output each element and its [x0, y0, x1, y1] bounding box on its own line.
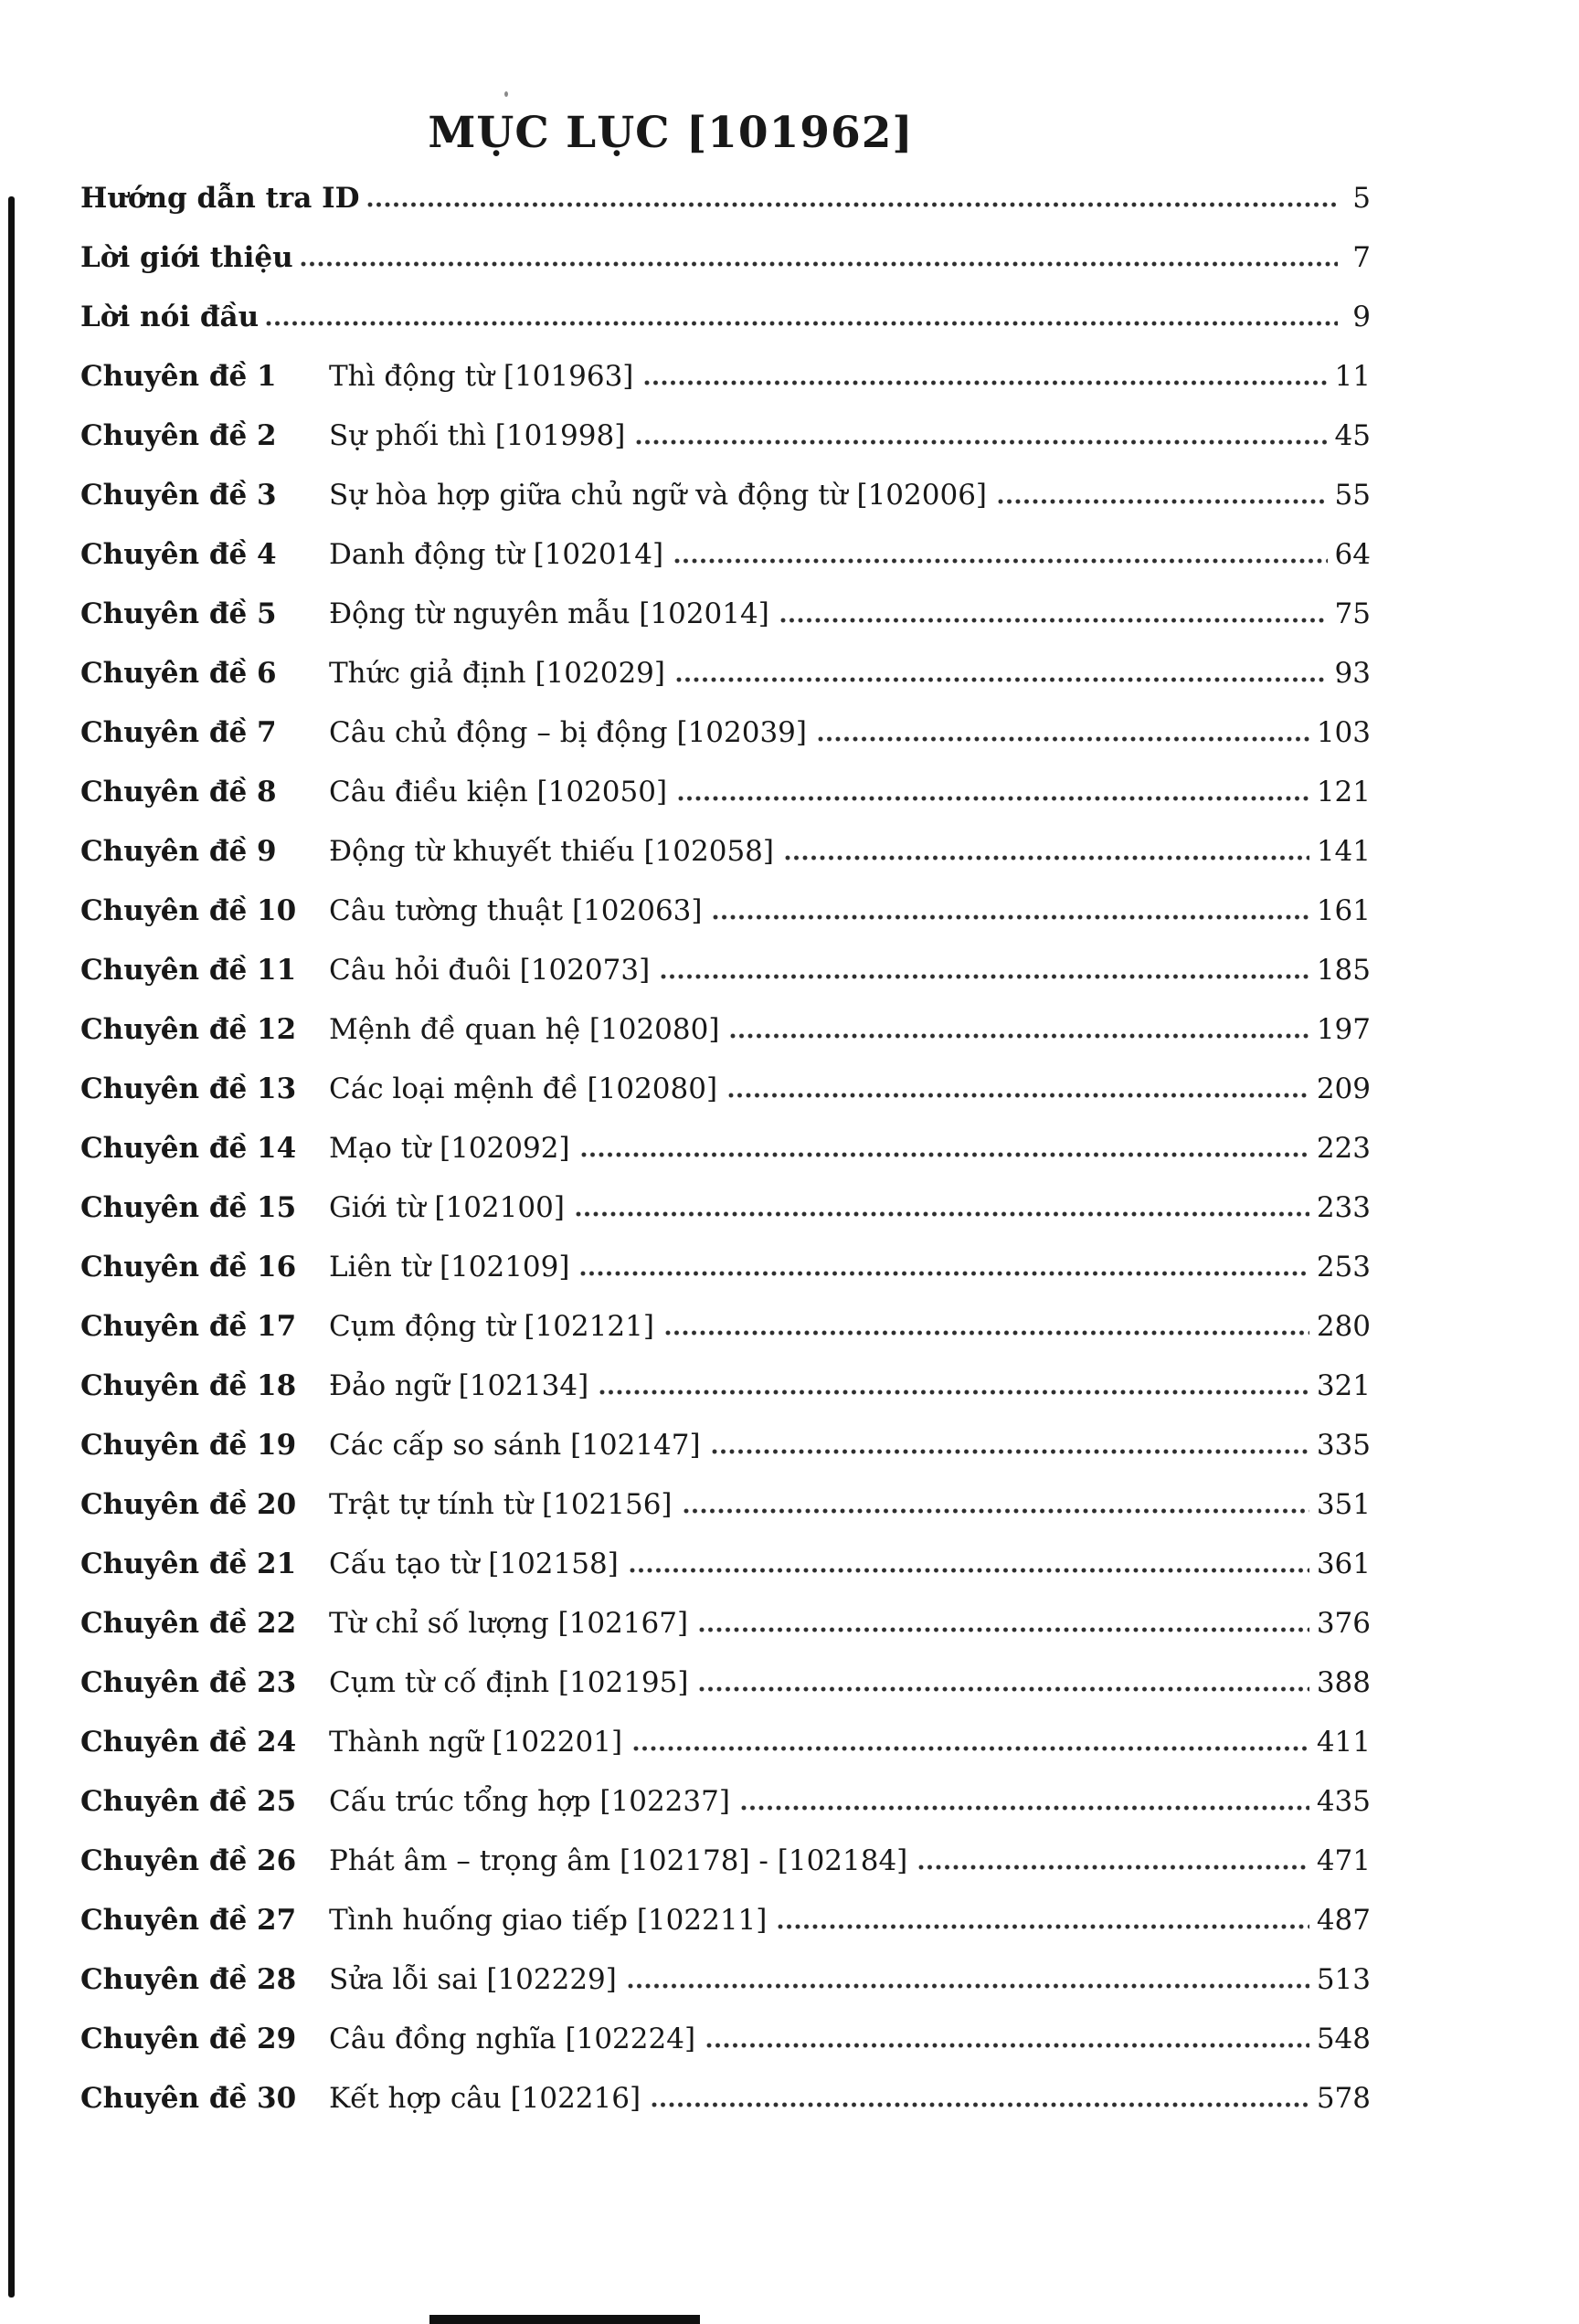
- toc-entry-label: Chuyên đề 20: [80, 1488, 297, 1521]
- toc-entry: [80, 716, 1371, 776]
- toc-entry-label: Chuyên đề 15: [80, 1191, 297, 1224]
- toc-entry-page: 335: [1316, 1429, 1371, 1462]
- toc-entry: [80, 419, 1371, 479]
- dot-leader: [661, 974, 1309, 979]
- toc-entry-page: 471: [1316, 1844, 1371, 1877]
- toc-entry-title: Cụm động từ [102121]: [329, 1310, 654, 1343]
- toc-entry-label: Chuyên đề 21: [80, 1548, 297, 1580]
- toc-entry-title: Mạo từ [102092]: [329, 1132, 570, 1165]
- dot-leader: [678, 796, 1309, 801]
- toc-entry-title: Sửa lỗi sai [102229]: [329, 1963, 617, 1996]
- toc-entry: [80, 1251, 1371, 1310]
- scan-artifact-bottom-edge: [429, 2315, 700, 2324]
- toc-entry-title: Liên từ [102109]: [329, 1251, 570, 1283]
- dot-leader: [580, 1271, 1309, 1276]
- toc-entry-title: Câu đồng nghĩa [102224]: [329, 2023, 696, 2055]
- dot-leader: [728, 1093, 1309, 1098]
- toc-entry: [80, 894, 1371, 954]
- toc-entry-label: Chuyên đề 3: [80, 479, 277, 512]
- dot-leader: [699, 1627, 1309, 1632]
- toc-entry-label: Chuyên đề 30: [80, 2082, 297, 2115]
- toc-entry: [80, 1785, 1371, 1844]
- scan-artifact-left-edge: [8, 196, 15, 2298]
- toc-entry: [80, 2082, 1371, 2141]
- dot-leader: [713, 914, 1309, 920]
- toc-entry: [80, 835, 1371, 894]
- toc-entry-page: 376: [1316, 1607, 1371, 1640]
- toc-entry: [80, 1963, 1371, 2023]
- toc-entry: [80, 1013, 1371, 1072]
- toc-entry-label: Chuyên đề 6: [80, 657, 277, 690]
- toc-entry: [80, 954, 1371, 1013]
- toc-entry: [80, 1369, 1371, 1429]
- toc-entry: [80, 1844, 1371, 1904]
- toc-entry-page: 223: [1316, 1132, 1371, 1165]
- toc-entry-label: Chuyên đề 1: [80, 360, 277, 393]
- toc-entry-title: Câu hỏi đuôi [102073]: [329, 954, 651, 987]
- toc-entry-title: Cấu tạo từ [102158]: [329, 1548, 619, 1580]
- toc-entry-label: Chuyên đề 24: [80, 1726, 297, 1759]
- toc-entry-title: Danh động từ [102014]: [329, 538, 664, 571]
- toc-entry: [80, 1132, 1371, 1191]
- toc-entry-title: Phát âm – trọng âm [102178] - [102184]: [329, 1844, 908, 1877]
- dot-leader: [712, 1449, 1309, 1454]
- toc-entry-label: Chuyên đề 12: [80, 1013, 297, 1046]
- toc-entry-label: Chuyên đề 8: [80, 776, 277, 808]
- toc-entry: [80, 1548, 1371, 1607]
- dot-leader: [581, 1152, 1309, 1157]
- toc-entry-label: Chuyên đề 17: [80, 1310, 297, 1343]
- toc-entry-label: Chuyên đề 4: [80, 538, 277, 571]
- toc-entry-page: 45: [1334, 419, 1371, 452]
- toc-entry: [80, 597, 1371, 657]
- toc-entry-page: 161: [1316, 894, 1371, 927]
- dot-leader: [665, 1330, 1309, 1336]
- toc-entry-label: Chuyên đề 23: [80, 1666, 297, 1699]
- toc-entry-title: Mệnh đề quan hệ [102080]: [329, 1013, 720, 1046]
- toc-entry-page: 280: [1316, 1310, 1371, 1343]
- toc-entry-label: Chuyên đề 10: [80, 894, 297, 927]
- toc-entry-page: 55: [1334, 479, 1371, 512]
- toc-entry-label: Chuyên đề 11: [80, 954, 297, 987]
- dot-leader: [818, 736, 1309, 742]
- toc-entry-page: 233: [1316, 1191, 1371, 1224]
- toc-entry-label: Chuyên đề 29: [80, 2023, 297, 2055]
- toc-entry-page: 351: [1316, 1488, 1371, 1521]
- toc-entry-label: Lời nói đầu: [80, 301, 260, 333]
- toc-entry-page: 487: [1316, 1904, 1371, 1937]
- toc-entry-title: Thức giả định [102029]: [329, 657, 665, 690]
- toc-entry: [80, 538, 1371, 597]
- toc-entry-page: 548: [1316, 2023, 1371, 2055]
- toc-entry-label: Chuyên đề 27: [80, 1904, 297, 1937]
- scan-artifact-speck: [504, 91, 508, 97]
- toc-list: [80, 182, 1371, 2141]
- toc-entry-page: 141: [1316, 835, 1371, 868]
- dot-leader: [998, 499, 1328, 504]
- dot-leader: [301, 261, 1338, 267]
- toc-entry-title: Động từ khuyết thiếu [102058]: [329, 835, 774, 868]
- toc-entry-page: 435: [1316, 1785, 1371, 1818]
- dot-leader: [652, 2102, 1309, 2107]
- toc-entry-label: Chuyên đề 7: [80, 716, 277, 749]
- toc-entry: [80, 1072, 1371, 1132]
- toc-entry: [80, 1607, 1371, 1666]
- toc-entry-title: Các loại mệnh đề [102080]: [329, 1072, 718, 1105]
- toc-entry-label: Chuyên đề 28: [80, 1963, 297, 1996]
- dot-leader: [684, 1508, 1309, 1514]
- toc-entry-page: 411: [1316, 1726, 1371, 1759]
- toc-entry-page: 197: [1316, 1013, 1371, 1046]
- dot-leader: [644, 380, 1327, 386]
- toc-entry: [80, 241, 1371, 301]
- toc-entry-title: Kết hợp câu [102216]: [329, 2082, 641, 2115]
- toc-entry-title: Thành ngữ [102201]: [329, 1726, 623, 1759]
- toc-entry-title: Thì động từ [101963]: [329, 360, 634, 393]
- toc-entry-label: Chuyên đề 19: [80, 1429, 297, 1462]
- toc-entry: [80, 657, 1371, 716]
- toc-entry-page: 75: [1334, 597, 1371, 630]
- toc-entry-page: 9: [1352, 301, 1371, 333]
- toc-entry-title: Sự phối thì [101998]: [329, 419, 626, 452]
- toc-entry-title: Cụm từ cố định [102195]: [329, 1666, 689, 1699]
- toc-entry: [80, 1488, 1371, 1548]
- dot-leader: [630, 1568, 1309, 1573]
- toc-entry: [80, 479, 1371, 538]
- dot-leader: [741, 1805, 1309, 1811]
- dot-leader: [367, 202, 1338, 207]
- toc-entry-page: 209: [1316, 1072, 1371, 1105]
- dot-leader: [730, 1033, 1309, 1039]
- dot-leader: [676, 677, 1328, 682]
- toc-entry-page: 11: [1334, 360, 1371, 393]
- toc-entry-label: Chuyên đề 14: [80, 1132, 297, 1165]
- dot-leader: [266, 321, 1338, 326]
- toc-entry-title: Giới từ [102100]: [329, 1191, 565, 1224]
- toc-entry-label: Lời giới thiệu: [80, 241, 293, 274]
- toc-entry-page: 5: [1352, 182, 1371, 215]
- toc-entry: [80, 1726, 1371, 1785]
- toc-entry-page: 578: [1316, 2082, 1371, 2115]
- toc-entry-page: 388: [1316, 1666, 1371, 1699]
- toc-entry-page: 7: [1352, 241, 1371, 274]
- dot-leader: [918, 1864, 1309, 1870]
- page-title: MỤC LỤC [101962]: [428, 108, 914, 158]
- toc-entry: [80, 2023, 1371, 2082]
- toc-entry-label: Chuyên đề 26: [80, 1844, 297, 1877]
- toc-entry-page: 253: [1316, 1251, 1371, 1283]
- dot-leader: [706, 2043, 1309, 2048]
- toc-entry-title: Trật tự tính từ [102156]: [329, 1488, 673, 1521]
- toc-entry-title: Câu điều kiện [102050]: [329, 776, 668, 808]
- toc-entry: [80, 1310, 1371, 1369]
- toc-entry-label: Chuyên đề 2: [80, 419, 277, 452]
- toc-entry: [80, 1904, 1371, 1963]
- dot-leader: [674, 558, 1327, 564]
- toc-entry-page: 361: [1316, 1548, 1371, 1580]
- toc-entry-label: Chuyên đề 25: [80, 1785, 297, 1818]
- toc-entry-title: Từ chỉ số lượng [102167]: [329, 1607, 689, 1640]
- toc-entry: [80, 301, 1371, 360]
- toc-entry: [80, 1429, 1371, 1488]
- toc-entry-label: Chuyên đề 9: [80, 835, 277, 868]
- dot-leader: [599, 1389, 1309, 1395]
- toc-entry-page: 93: [1334, 657, 1371, 690]
- toc-entry-title: Sự hòa hợp giữa chủ ngữ và động từ [102006]: [329, 479, 988, 512]
- toc-entry: [80, 182, 1371, 241]
- toc-entry-page: 513: [1316, 1963, 1371, 1996]
- toc-entry-title: Câu tường thuật [102063]: [329, 894, 703, 927]
- toc-entry-label: Chuyên đề 5: [80, 597, 277, 630]
- toc-entry-label: Chuyên đề 18: [80, 1369, 297, 1402]
- dot-leader: [699, 1686, 1309, 1692]
- toc-entry: [80, 1666, 1371, 1726]
- toc-entry-page: 103: [1316, 716, 1371, 749]
- dot-leader: [780, 618, 1328, 623]
- dot-leader: [628, 1983, 1309, 1989]
- toc-entry-page: 185: [1316, 954, 1371, 987]
- dot-leader: [778, 1924, 1309, 1929]
- toc-entry-page: 321: [1316, 1369, 1371, 1402]
- toc-entry-label: Chuyên đề 13: [80, 1072, 297, 1105]
- toc-entry-title: Động từ nguyên mẫu [102014]: [329, 597, 769, 630]
- toc-entry: [80, 360, 1371, 419]
- toc-entry-label: Hướng dẫn tra ID: [80, 182, 360, 215]
- toc-entry-title: Đảo ngữ [102134]: [329, 1369, 589, 1402]
- toc-entry-title: Câu chủ động – bị động [102039]: [329, 716, 808, 749]
- toc-entry-title: Tình huống giao tiếp [102211]: [329, 1904, 768, 1937]
- toc-entry-label: Chuyên đề 22: [80, 1607, 297, 1640]
- toc-entry-title: Các cấp so sánh [102147]: [329, 1429, 701, 1462]
- toc-entry-page: 64: [1334, 538, 1371, 571]
- dot-leader: [785, 855, 1309, 861]
- dot-leader: [636, 439, 1327, 445]
- toc-entry-page: 121: [1316, 776, 1371, 808]
- toc-page: [80, 108, 1371, 2141]
- toc-entry-label: Chuyên đề 16: [80, 1251, 297, 1283]
- toc-entry: [80, 776, 1371, 835]
- dot-leader: [576, 1211, 1309, 1217]
- dot-leader: [633, 1746, 1309, 1751]
- toc-entry: [80, 1191, 1371, 1251]
- toc-entry-title: Cấu trúc tổng hợp [102237]: [329, 1785, 730, 1818]
